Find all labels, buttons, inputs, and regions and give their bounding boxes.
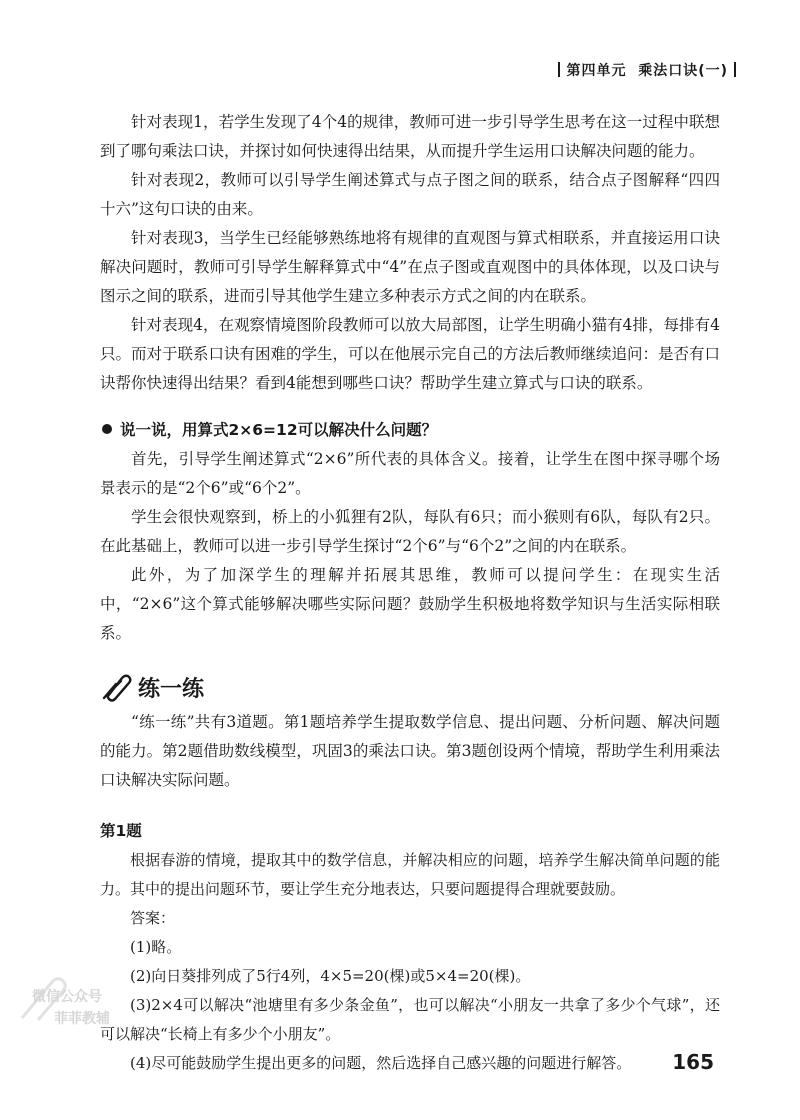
answer-item: (2)向日葵排列成了5行4列，4×5=20(棵)或5×4=20(棵)。 <box>130 967 531 985</box>
exercise-title: 第1题 <box>100 822 142 840</box>
answer-label: 答案： <box>130 909 176 927</box>
paragraph: 针对表现3，当学生已经能够熟练地将有规律的直观图与算式相联系，并直接运用口诀解决问题时，教师可引导学生解释算式中“4”在点子图或直观图中的具体体现，以及口诀与图示之间的联系，进而引导其他学生建立多种表示方式之间的内在联系。 <box>100 229 720 305</box>
paragraph: 根据春游的情境，提取其中的数学信息，并解决相应的问题，培养学生解决简单问题的能力。其中的提出问题环节，要让学生充分地表达，只要问题提得合理就要鼓励。 <box>100 851 720 898</box>
paperclip-icon <box>102 672 134 702</box>
answer-item: (3)2×4可以解决“池塘里有多少条金鱼”，也可以解决“小朋友一共拿了多少个气球”，还可以解决“长椅上有多少个小朋友”。 <box>100 996 720 1043</box>
exercise-body <box>100 846 720 1078</box>
discussion-question <box>100 416 720 445</box>
paragraph: 学生会很快观察到，桥上的小狐狸有2队，每队有6只；而小猴则有6队，每队有2只。在此基础上，教师可以进一步引导学生探讨“2个6”与“6个2”之间的内在联系。 <box>100 508 720 555</box>
header-divider-left <box>558 62 560 77</box>
question-text: 说一说，用算式2×6=12可以解决什么问题？ <box>120 421 438 439</box>
bullet-dot-icon <box>102 424 112 434</box>
paragraph: 首先，引导学生阐述算式“2×6”所代表的具体含义。接着，让学生在图中探寻哪个场景表示的是“2个6”或“6个2”。 <box>100 450 720 497</box>
watermark <box>12 968 132 1038</box>
answer-item: (4)尽可能鼓励学生提出更多的问题，然后选择自己感兴趣的问题进行解答。 <box>130 1054 632 1072</box>
answer-item: (1)略。 <box>130 938 182 956</box>
header-unit: 第四单元 <box>566 63 627 79</box>
watermark-line2: 菲菲教辅 <box>54 1011 110 1027</box>
paragraph: 针对表现2，教师可以引导学生阐述算式与点子图之间的联系，结合点子图解释“四四十六”这句口诀的由来。 <box>100 171 720 218</box>
paragraph: 此外，为了加深学生的理解并拓展其思维，教师可以提问学生：在现实生活中，“2×6”这个算式能够解决哪些实际问题？鼓励学生积极地将数学知识与生活实际相联系。 <box>100 566 720 642</box>
paragraph: 针对表现4，在观察情境图阶段教师可以放大局部图，让学生明确小猫有4排，每排有4只。而对于联系口诀有困难的学生，可以在他展示完自己的方法后教师继续追问：是否有口诀帮你快速得出结果？看到4能想到哪些口诀？帮助学生建立算式与口诀的联系。 <box>100 316 721 392</box>
watermark-line1: 微信公众号 <box>32 989 102 1005</box>
page-body <box>100 108 720 1078</box>
running-header <box>552 60 742 80</box>
page-number: 165 <box>672 1050 714 1074</box>
paragraph: “练一练”共有3道题。第1题培养学生提取数学信息、提出问题、分析问题、解决问题的能力。第2题借助数线模型，巩固3的乘法口诀。第3题创设两个情境，帮助学生利用乘法口诀解决实际问题。 <box>100 713 720 789</box>
header-divider-right <box>734 62 736 77</box>
header-title: 乘法口诀(一) <box>638 63 728 79</box>
section-heading <box>102 670 720 704</box>
section-title: 练一练 <box>138 677 205 702</box>
paragraph: 针对表现1，若学生发现了4个4的规律，教师可进一步引导学生思考在这一过程中联想到了哪句乘法口诀，并探讨如何快速得出结果，从而提升学生运用口诀解决问题的能力。 <box>100 113 720 160</box>
